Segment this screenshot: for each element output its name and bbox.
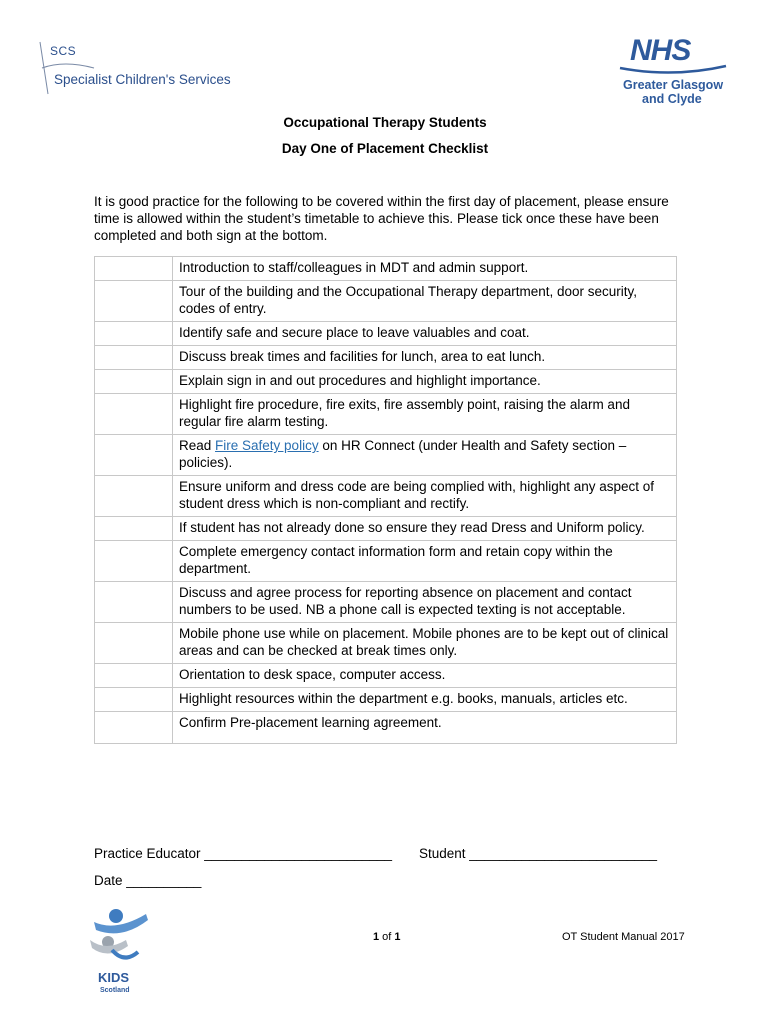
checklist-item: Ensure uniform and dress code are being complied with, highlight any aspect of student dress which is non-compliant and rectify.: [173, 476, 677, 517]
fire-safety-policy-link[interactable]: Fire Safety policy: [215, 438, 319, 453]
checklist-item: Mobile phone use while on placement. Mobile phones are to be kept out of clinical areas and can be checked at break times only.: [173, 623, 677, 664]
scs-logo: [34, 38, 234, 98]
checklist-item: Highlight resources within the department e.g. books, manuals, articles etc.: [173, 688, 677, 712]
checklist-item: Discuss break times and facilities for lunch, area to eat lunch.: [173, 346, 677, 370]
checklist-row: [95, 582, 677, 623]
tick-box[interactable]: [95, 346, 173, 370]
tick-box[interactable]: [95, 257, 173, 281]
tick-box[interactable]: [95, 712, 173, 744]
checklist-item: Orientation to desk space, computer access.: [173, 664, 677, 688]
kids-sub: Scotland: [100, 987, 130, 994]
checklist-item: Introduction to staff/colleagues in MDT and admin support.: [173, 257, 677, 281]
page-of: of: [379, 931, 395, 943]
scs-short: SCS: [50, 44, 77, 58]
checklist-row: [95, 370, 677, 394]
checklist-row: [95, 476, 677, 517]
checklist-row: [95, 541, 677, 582]
checklist-item: Confirm Pre-placement learning agreement.: [173, 712, 677, 744]
kids-word: KIDS: [98, 970, 130, 985]
date-field[interactable]: Date __________: [94, 873, 202, 888]
checklist-row: [95, 664, 677, 688]
tick-box[interactable]: [95, 394, 173, 435]
checklist-row: [95, 623, 677, 664]
practice-educator-signature[interactable]: Practice Educator _________________________: [94, 846, 393, 861]
checklist-row: [95, 346, 677, 370]
checklist-row: [95, 435, 677, 476]
nhs-board-line1: Greater Glasgow: [623, 78, 724, 92]
page-current: 1: [373, 931, 380, 943]
checklist-item: Complete emergency contact information form and retain copy within the department.: [173, 541, 677, 582]
tick-box[interactable]: [95, 322, 173, 346]
checklist-item: Identify safe and secure place to leave valuables and coat.: [173, 322, 677, 346]
fire-item-suffix: on HR Connect (under Health and Safety section – policies).: [179, 438, 627, 470]
document-title: Occupational Therapy Students: [283, 115, 487, 130]
student-signature[interactable]: Student _________________________: [419, 846, 657, 861]
checklist-item: Highlight fire procedure, fire exits, fire assembly point, raising the alarm and regular fire alarm testing.: [173, 394, 677, 435]
fire-item-prefix: Read: [179, 438, 216, 453]
tick-box[interactable]: [95, 476, 173, 517]
checklist-row: [95, 394, 677, 435]
nhs-wordmark: NHS: [630, 34, 691, 67]
tick-box[interactable]: [95, 582, 173, 623]
nhs-board-line2: and Clyde: [642, 92, 702, 106]
tick-box[interactable]: [95, 664, 173, 688]
checklist-item: Discuss and agree process for reporting absence on placement and contact numbers to be used. NB a phone call is expected texting is not acceptable.: [173, 582, 677, 623]
page-total: 1: [394, 931, 401, 943]
scs-name: Specialist Children's Services: [54, 72, 231, 87]
checklist-row: [95, 322, 677, 346]
checklist-item: Explain sign in and out procedures and highlight importance.: [173, 370, 677, 394]
checklist-item: If student has not already done so ensure they read Dress and Uniform policy.: [173, 517, 677, 541]
checklist-item: Tour of the building and the Occupational Therapy department, door security, codes of entry.: [173, 281, 677, 322]
checklist-row: [95, 281, 677, 322]
tick-box[interactable]: [95, 435, 173, 476]
kids-scotland-logo: [86, 906, 156, 996]
tick-box[interactable]: [95, 541, 173, 582]
nhs-logo: [618, 34, 728, 110]
footer-reference: OT Student Manual 2017: [562, 931, 685, 943]
checklist-row: [95, 712, 677, 744]
document-subtitle: Day One of Placement Checklist: [281, 141, 489, 156]
tick-box[interactable]: [95, 281, 173, 322]
kids-figures-icon: [86, 906, 156, 996]
intro-paragraph: It is good practice for the following to be covered within the first day of placement, please ensure time is allowed within the student’s timetable to achieve this. Please tick once these have been completed and both sign at the bottom.: [94, 194, 669, 243]
checklist-row: [95, 257, 677, 281]
tick-box[interactable]: [95, 517, 173, 541]
tick-box[interactable]: [95, 623, 173, 664]
page-number: [373, 931, 401, 943]
checklist-table: [94, 256, 677, 744]
checklist-row: [95, 688, 677, 712]
checklist-item-fire-policy: [173, 435, 677, 476]
checklist-row: [95, 517, 677, 541]
tick-box[interactable]: [95, 370, 173, 394]
tick-box[interactable]: [95, 688, 173, 712]
nhs-wave-icon: [618, 64, 728, 78]
